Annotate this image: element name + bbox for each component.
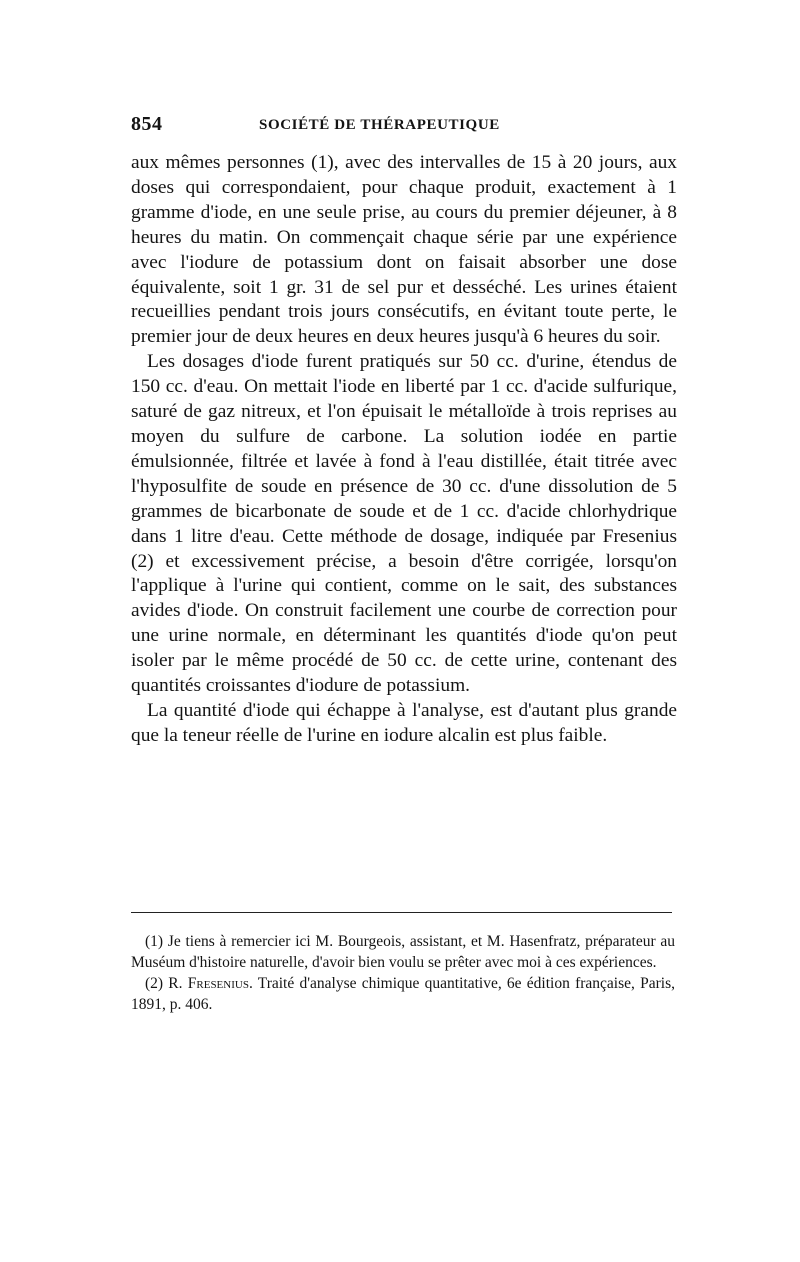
footnote-2 — [131, 973, 675, 1015]
footnote-2-prefix: (2) R. — [145, 975, 188, 992]
body-paragraph-1: aux mêmes personnes (1), avec des intervalles de 15 à 20 jours, aux doses qui correspondaient, pour chaque produit, exactement à 1 gramme d'iode, en une seule prise, au cours du premier déjeuner, à 8 heures du matin. On commençait chaque série par une expérience avec l'iodure de potassium dont on faisait absorber une dose équivalente, soit 1 gr. 31 de sel pur et desséché. Les urines étaient recueillies pendant trois jours consécutifs, en évitant toute perte, le premier jour de deux heures en deux heures jusqu'à 6 heures du soir. — [131, 152, 677, 348]
footnotes — [131, 931, 675, 1015]
page-number: 854 — [131, 113, 163, 135]
body-text — [131, 151, 677, 749]
footnote-2-author: Fresenius — [187, 975, 249, 992]
body-paragraph-3: La quantité d'iode qui échappe à l'analyse, est d'autant plus grande que la teneur réelle de l'urine en iodure alcalin est plus faible. — [131, 699, 677, 746]
body-paragraph-2: Les dosages d'iode furent pratiqués sur 50 cc. d'urine, étendus de 150 cc. d'eau. On mettait l'iode en liberté par 1 cc. d'acide sulfurique, saturé de gaz nitreux, et l'on épuisait le métalloïde à trois reprises au moyen du sulfure de carbone. La solution iodée en partie émulsionnée, filtrée et lavée à fond à l'eau distillée, était titrée avec l'hyposulfite de soude en présence de 30 cc. d'une dissolution de 5 grammes de bicarbonate de soude et de 1 cc. d'acide chlorhydrique dans 1 litre d'eau. Cette méthode de dosage, indiquée par Fresenius (2) et excessivement précise, a besoin d'être corrigée, lorsqu'on l'applique à l'urine qui contient, comme on le sait, des substances avides d'iode. On construit facilement une courbe de correction pour une urine normale, en déterminant les quantités d'iode qu'on peut isoler par le même procédé de 50 cc. de cette urine, contenant des quantités croissantes d'iodure de potassium. — [131, 351, 677, 697]
footnote-1: (1) Je tiens à remercier ici M. Bourgeois, assistant, et M. Hasenfratz, préparateur au Muséum d'histoire naturelle, d'avoir bien voulu se prêter avec moi à ces expériences. — [131, 933, 675, 971]
page-header — [131, 113, 677, 139]
footnote-divider — [131, 912, 672, 913]
footnote-2-text: . Traité d'analyse chimique quantitative, 6e édition française, Paris, 1891, p. 406. — [131, 975, 675, 1013]
running-title: SOCIÉTÉ DE THÉRAPEUTIQUE — [259, 117, 500, 133]
